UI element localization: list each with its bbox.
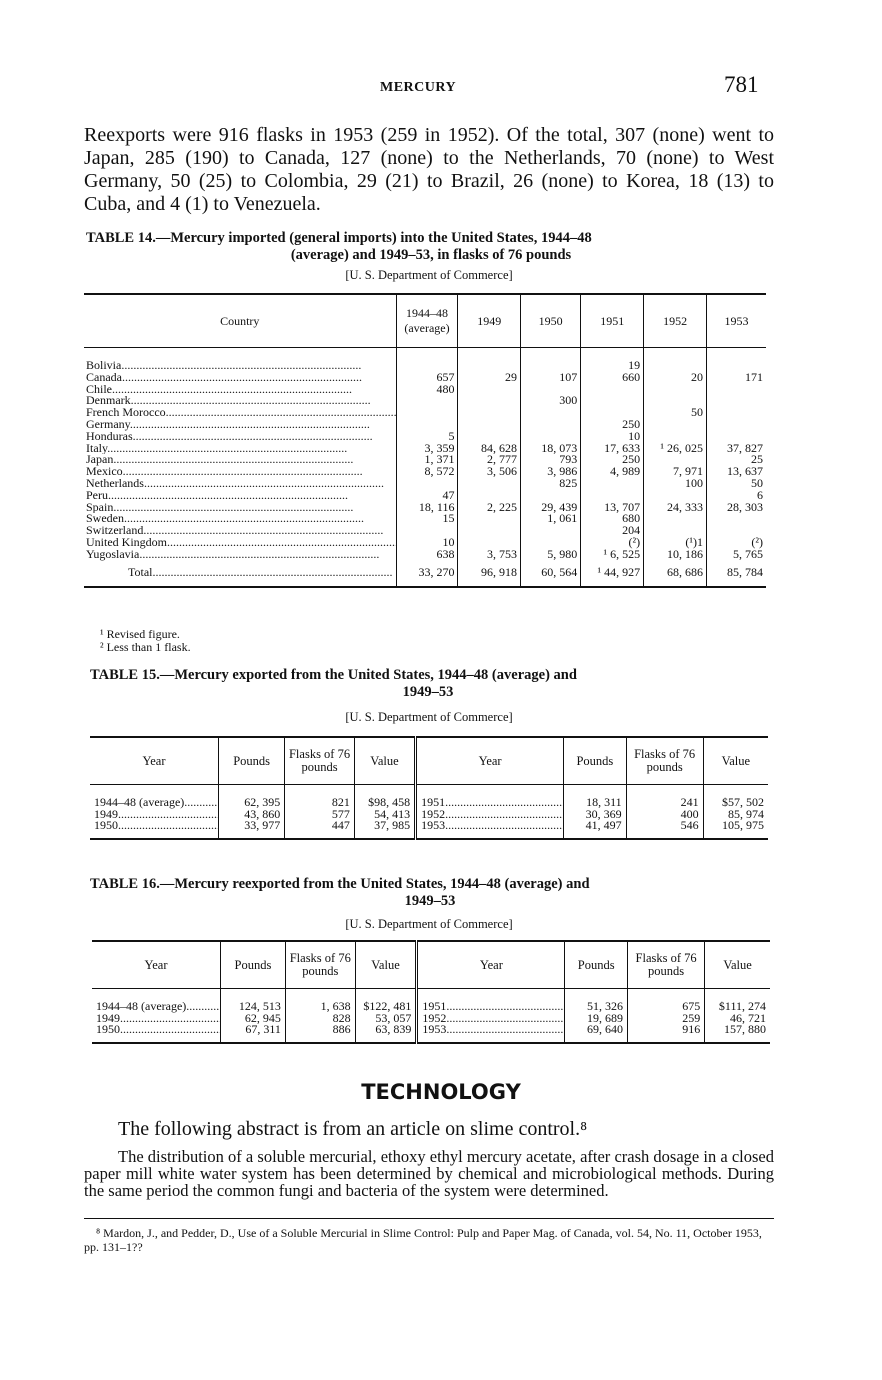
leader-dots [113, 454, 353, 466]
value-cell: 577 [285, 809, 355, 821]
country-cell [84, 431, 396, 443]
country-label: Yugoslavia [86, 548, 140, 561]
leader-dots [123, 466, 363, 478]
leader-dots [446, 1024, 565, 1036]
value-cell: 793 [520, 454, 580, 466]
table16-header-row [92, 941, 770, 989]
table14-caption [86, 230, 776, 264]
value-cell: 5, 765 [707, 549, 767, 561]
table14-source: [U. S. Department of Commerce] [345, 268, 513, 282]
table15-col-header: Pounds [564, 737, 627, 785]
footnote-rule [84, 1218, 774, 1219]
value-cell: 680 [581, 513, 644, 525]
value-cell: 29, 439 [520, 502, 580, 514]
value-cell: 447 [285, 820, 355, 839]
value-cell: 30, 369 [564, 809, 627, 821]
table-row [84, 419, 766, 431]
table14-caption-line2: (average) and 1949–53, in flasks of 76 pounds [290, 247, 572, 263]
value-cell [581, 478, 644, 490]
table16-col-header: Pounds [221, 941, 286, 989]
table15-caption [90, 667, 766, 701]
table-row [84, 513, 766, 525]
leader-dots [446, 999, 565, 1013]
value-cell: ¹ 26, 025 [644, 443, 707, 455]
year-label: 1950 [96, 1024, 120, 1036]
value-cell: 10, 186 [644, 549, 707, 561]
country-label: Italy [86, 442, 108, 455]
t14-col-header: 1953 [707, 294, 767, 348]
table15-source: [U. S. Department of Commerce] [345, 710, 513, 724]
leader-dots [121, 358, 361, 372]
value-cell [644, 513, 707, 525]
table16-col-header: Flasks of 76 pounds [285, 941, 355, 989]
table15-caption-line2: 1949–53 [402, 684, 454, 700]
table15-col-header: Value [354, 737, 415, 785]
value-cell [707, 419, 767, 431]
leader-dots [144, 478, 384, 490]
value-cell: 62, 395 [219, 785, 285, 809]
running-head-title: MERCURY [380, 80, 457, 95]
value-cell [458, 384, 520, 396]
value-cell [458, 513, 520, 525]
leader-dots [166, 407, 396, 419]
value-cell: (²) [581, 537, 644, 549]
table-row [92, 1013, 770, 1025]
footnote-less-than: ² Less than 1 flask. [100, 640, 191, 654]
leader-dots [445, 820, 564, 832]
value-cell: 85, 974 [703, 809, 768, 821]
value-cell: 8, 572 [396, 466, 458, 478]
year-label: 1944–48 (average) [94, 795, 185, 809]
value-cell: 675 [628, 989, 705, 1013]
country-cell [84, 525, 396, 537]
leader-dots [118, 809, 219, 821]
value-cell: 2, 225 [458, 502, 520, 514]
value-cell: 29 [458, 372, 520, 384]
value-cell: 3, 359 [396, 443, 458, 455]
value-cell [707, 348, 767, 372]
country-cell [84, 502, 396, 514]
table-row [84, 502, 766, 514]
value-cell: 50 [707, 478, 767, 490]
table16-caption-line1: TABLE 16.—Mercury reexported from the United States, 1944–48 (average) and [90, 876, 590, 892]
value-cell: 37, 827 [707, 443, 767, 455]
value-cell: 6 [707, 490, 767, 502]
value-cell: 7, 971 [644, 466, 707, 478]
table16-col-header: Year [92, 941, 221, 989]
value-cell: 400 [626, 809, 703, 821]
value-cell [707, 384, 767, 396]
table14-footnotes [100, 628, 191, 654]
year-label: 1949 [96, 1012, 120, 1024]
value-cell: 67, 311 [221, 1024, 286, 1043]
value-cell: 18, 311 [564, 785, 627, 809]
leader-dots [139, 549, 379, 561]
value-cell: $57, 502 [703, 785, 768, 809]
value-cell: 18, 116 [396, 502, 458, 514]
table15-col-header: Flasks of 76 pounds [626, 737, 703, 785]
value-cell: 10 [581, 431, 644, 443]
value-cell: 828 [285, 1013, 355, 1025]
table-row [84, 537, 766, 549]
table16-caption-line2: 1949–53 [404, 893, 456, 909]
reexports-paragraph: Reexports were 916 flasks in 1953 (259 in 1952). Of the total, 307 (none) went to Japan, 285 (190) to Canada, 127 (none) to the Netherlands, 70 (none) to West Germany, 50 (25) to Colombia, 29 (21) to Brazil, 26 (none) to Korea, 18 (13) to Cuba, and 4 (1) to Venezuela. [84, 124, 774, 215]
value-cell [707, 395, 767, 407]
value-cell: 300 [520, 395, 580, 407]
country-label: Chile [86, 383, 112, 396]
value-cell: 19 [581, 348, 644, 372]
value-cell: 25 [707, 454, 767, 466]
table14-body [84, 348, 766, 588]
table14 [84, 293, 766, 588]
value-cell: 10 [396, 537, 458, 549]
country-cell [84, 454, 396, 466]
country-cell [84, 466, 396, 478]
value-cell: 13, 707 [581, 502, 644, 514]
table15-col-header: Year [416, 737, 564, 785]
value-cell: 1, 638 [285, 989, 355, 1013]
leader-dots [131, 395, 371, 407]
value-cell: 37, 985 [354, 820, 415, 839]
year-label: 1950 [94, 820, 118, 832]
table14-header-row [84, 294, 766, 348]
value-cell: 5 [396, 431, 458, 443]
table15-col-header: Year [90, 737, 219, 785]
value-cell [458, 525, 520, 537]
year-label: 1952 [422, 1012, 447, 1024]
value-cell [520, 348, 580, 372]
year-cell [417, 1013, 565, 1025]
year-label: 1953 [422, 1024, 447, 1036]
value-cell: 480 [396, 384, 458, 396]
table-row [90, 785, 768, 809]
value-cell [458, 348, 520, 372]
t14-col-header: 1944–48 (average) [396, 294, 458, 348]
value-cell [581, 395, 644, 407]
value-cell: 24, 333 [644, 502, 707, 514]
country-cell [84, 490, 396, 502]
country-label: United Kingdom [86, 536, 167, 549]
value-cell: ¹ 6, 525 [581, 549, 644, 561]
t14-col-header: 1950 [520, 294, 580, 348]
value-cell: 638 [396, 549, 458, 561]
value-cell: 660 [581, 372, 644, 384]
value-cell: 53, 057 [355, 1013, 417, 1025]
value-cell: 63, 839 [355, 1024, 417, 1043]
table-row [84, 549, 766, 561]
value-cell: 41, 497 [564, 820, 627, 839]
leader-dots [122, 372, 362, 384]
total-value-cell: 68, 686 [644, 561, 707, 588]
table-row [84, 384, 766, 396]
table15-body [90, 785, 768, 839]
year-cell [417, 1024, 565, 1043]
country-label: Canada [86, 371, 122, 384]
leader-dots [112, 384, 352, 396]
country-label: French Morocco [86, 407, 166, 419]
table-row [84, 525, 766, 537]
table16-col-header: Value [705, 941, 770, 989]
country-label: Peru [86, 489, 108, 502]
country-label: Spain [86, 501, 114, 514]
value-cell [396, 407, 458, 419]
value-cell [458, 395, 520, 407]
country-label: Bolivia [86, 358, 122, 372]
technology-intro: The following abstract is from an article on slime control.⁸ [118, 1118, 588, 1140]
value-cell [520, 419, 580, 431]
leader-dots [184, 795, 218, 809]
value-cell: 20 [644, 372, 707, 384]
country-cell [84, 549, 396, 561]
value-cell: 13, 637 [707, 466, 767, 478]
t14-col-header: Country [84, 294, 396, 348]
table-row [84, 395, 766, 407]
total-value-cell: ¹ 44, 927 [581, 561, 644, 588]
year-cell [90, 820, 219, 839]
table15-caption-line1: TABLE 15.—Mercury exported from the United States, 1944–48 (average) and [90, 667, 577, 683]
value-cell: 916 [628, 1024, 705, 1043]
value-cell [458, 478, 520, 490]
value-cell: $122, 481 [355, 989, 417, 1013]
value-cell: 250 [581, 454, 644, 466]
table15-col-header: Flasks of 76 pounds [285, 737, 355, 785]
value-cell: 124, 513 [221, 989, 286, 1013]
table15-header-row [90, 737, 768, 785]
value-cell [644, 384, 707, 396]
table-row [84, 407, 766, 419]
value-cell: 171 [707, 372, 767, 384]
value-cell: $98, 458 [354, 785, 415, 809]
value-cell: 5, 980 [520, 549, 580, 561]
value-cell [520, 407, 580, 419]
value-cell: 46, 721 [705, 1013, 770, 1025]
value-cell: 62, 945 [221, 1013, 286, 1025]
year-cell [92, 1013, 221, 1025]
table16-col-header: Flasks of 76 pounds [628, 941, 705, 989]
value-cell: 1, 061 [520, 513, 580, 525]
year-label: 1953 [421, 820, 446, 832]
leader-dots [445, 795, 564, 809]
value-cell: 886 [285, 1024, 355, 1043]
value-cell [458, 407, 520, 419]
table15-col-header: Value [703, 737, 768, 785]
total-value-cell: 33, 270 [396, 561, 458, 588]
country-cell [84, 513, 396, 525]
leader-dots [124, 513, 364, 525]
value-cell: 259 [628, 1013, 705, 1025]
country-label: Denmark [86, 395, 131, 408]
table-row [84, 348, 766, 372]
value-cell: 43, 860 [219, 809, 285, 821]
leader-dots [118, 820, 219, 832]
year-cell [92, 989, 221, 1013]
value-cell [396, 348, 458, 372]
total-value-cell: 96, 918 [458, 561, 520, 588]
table-row [92, 1024, 770, 1043]
t14-col-header: 1949 [458, 294, 520, 348]
country-cell [84, 372, 396, 384]
leader-dots [446, 1013, 565, 1025]
leader-dots [445, 809, 564, 821]
country-label: Japan [86, 454, 114, 467]
year-label: 1952 [421, 808, 446, 820]
value-cell: 28, 303 [707, 502, 767, 514]
value-cell: 84, 628 [458, 443, 520, 455]
leader-dots [153, 565, 393, 579]
value-cell: 69, 640 [565, 1024, 628, 1043]
year-cell [417, 989, 565, 1013]
year-cell [416, 820, 564, 839]
value-cell: 204 [581, 525, 644, 537]
total-row [84, 561, 766, 588]
country-label: Switzerland [86, 525, 144, 537]
leader-dots [107, 443, 347, 455]
table16-col-header: Year [417, 941, 565, 989]
value-cell [581, 384, 644, 396]
year-cell [416, 809, 564, 821]
year-label: 1951 [421, 795, 446, 809]
value-cell [644, 419, 707, 431]
table15-col-header: Pounds [219, 737, 285, 785]
table-row [84, 372, 766, 384]
leader-dots [143, 525, 383, 537]
year-cell [92, 1024, 221, 1043]
value-cell [707, 513, 767, 525]
year-label: 1951 [422, 999, 447, 1013]
year-cell [90, 785, 219, 809]
page-number: 781 [724, 72, 759, 97]
country-cell [84, 537, 396, 549]
table15 [90, 736, 768, 840]
leader-dots [186, 999, 220, 1013]
value-cell [707, 407, 767, 419]
country-label: Sweden [86, 513, 124, 526]
table16-col-header: Pounds [565, 941, 628, 989]
country-cell [84, 478, 396, 490]
value-cell: 17, 633 [581, 443, 644, 455]
year-label: 1949 [94, 808, 118, 820]
value-cell [644, 348, 707, 372]
table-row [90, 820, 768, 839]
country-label: Germany [86, 418, 130, 431]
country-cell [84, 443, 396, 455]
table-row [84, 478, 766, 490]
country-label: Netherlands [86, 477, 144, 490]
technology-heading: TECHNOLOGY [361, 1080, 521, 1104]
table16 [92, 940, 770, 1044]
value-cell: 107 [520, 372, 580, 384]
t14-col-header: 1951 [581, 294, 644, 348]
value-cell [458, 419, 520, 431]
value-cell: 3, 986 [520, 466, 580, 478]
year-cell [416, 785, 564, 809]
value-cell: 33, 977 [219, 820, 285, 839]
value-cell: (²) [707, 537, 767, 549]
leader-dots [133, 431, 373, 443]
country-cell [84, 384, 396, 396]
value-cell: 546 [626, 820, 703, 839]
value-cell: 19, 689 [565, 1013, 628, 1025]
technology-footnote: ⁸ Mardon, J., and Pedder, D., Use of a Soluble Mercurial in Slime Control: Pulp and Paper Mag. of Canada, vol. 54, No. 11, October 1953, pp. 131–1?? [84, 1226, 762, 1254]
value-cell: 3, 753 [458, 549, 520, 561]
value-cell: 250 [581, 419, 644, 431]
value-cell: 821 [285, 785, 355, 809]
leader-dots [108, 490, 348, 502]
value-cell: 657 [396, 372, 458, 384]
total-cell [84, 561, 396, 588]
table16-caption [90, 876, 770, 910]
table-row [90, 809, 768, 821]
leader-dots [120, 1024, 221, 1036]
value-cell: 825 [520, 478, 580, 490]
year-cell [90, 809, 219, 821]
technology-abstract: The distribution of a soluble mercurial, ethoxy ethyl mercury acetate, after crash dosage in a closed paper mill white water system has been determined by chemical and microbiological methods. During the same period the common fungi and bacteria of the system were determined. [84, 1147, 774, 1200]
table16-col-header: Value [355, 941, 417, 989]
table16-body [92, 989, 770, 1043]
value-cell: 54, 413 [354, 809, 415, 821]
value-cell: 47 [396, 490, 458, 502]
value-cell: 1, 371 [396, 454, 458, 466]
country-cell [84, 407, 396, 419]
value-cell: 50 [644, 407, 707, 419]
value-cell [520, 525, 580, 537]
value-cell: 15 [396, 513, 458, 525]
table-row [84, 466, 766, 478]
value-cell [396, 395, 458, 407]
table-row [92, 989, 770, 1013]
leader-dots [130, 419, 370, 431]
total-label: Total [128, 564, 153, 579]
value-cell: 2, 777 [458, 454, 520, 466]
leader-dots [167, 537, 396, 549]
value-cell: 51, 326 [565, 989, 628, 1013]
country-cell [84, 419, 396, 431]
value-cell: $111, 274 [705, 989, 770, 1013]
year-label: 1944–48 (average) [96, 999, 187, 1013]
value-cell: 18, 073 [520, 443, 580, 455]
footnote-revised: ¹ Revised figure. [100, 627, 180, 641]
value-cell: 3, 506 [458, 466, 520, 478]
leader-dots [120, 1013, 221, 1025]
total-value-cell: 60, 564 [520, 561, 580, 588]
country-label: Mexico [86, 466, 123, 478]
country-cell [84, 395, 396, 407]
country-label: Honduras [86, 430, 133, 443]
t14-col-header: 1952 [644, 294, 707, 348]
total-value-cell: 85, 784 [707, 561, 767, 588]
value-cell: 105, 975 [703, 820, 768, 839]
value-cell: 157, 880 [705, 1024, 770, 1043]
value-cell: (¹)1 [644, 537, 707, 549]
value-cell: 4, 989 [581, 466, 644, 478]
leader-dots [113, 502, 353, 514]
table14-caption-line1: TABLE 14.—Mercury imported (general imports) into the United States, 1944–48 [86, 230, 592, 246]
country-cell [84, 348, 396, 372]
value-cell: 100 [644, 478, 707, 490]
table16-source: [U. S. Department of Commerce] [345, 917, 513, 931]
value-cell: 241 [626, 785, 703, 809]
